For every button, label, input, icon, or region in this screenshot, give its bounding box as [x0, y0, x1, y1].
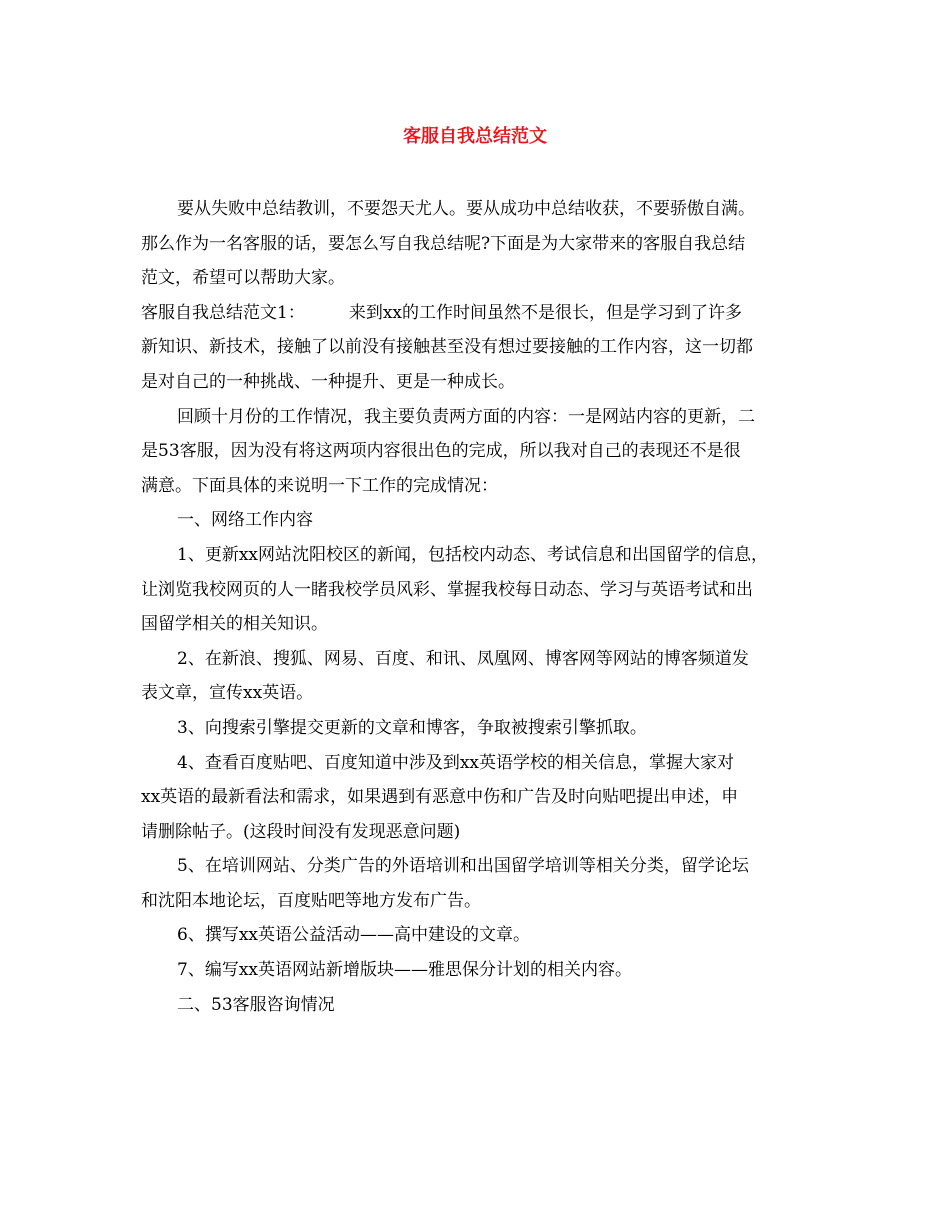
list-item-line: xx英语的最新看法和需求，如果遇到有恶意中伤和广告及时向贴吧提出申述，申: [141, 787, 739, 808]
paragraph-line: 是53客服，因为没有将这两项内容很出色的完成，所以我对自己的表现还不是很: [141, 441, 741, 462]
section-heading: 二、53客服咨询情况: [177, 994, 335, 1015]
list-item-line: 让浏览我校网页的人一睹我校学员风彩、掌握我校每日动态、学习与英语考试和出: [141, 579, 753, 600]
paragraph-line: 那么作为一名客服的话，要怎么写自我总结呢?下面是为大家带来的客服自我总结: [141, 233, 746, 254]
list-item-line: 表文章，宣传xx英语。: [141, 683, 314, 704]
list-item-line: 6、撰写xx英语公益活动——高中建设的文章。: [177, 925, 530, 946]
paragraph-line: 是对自己的一种挑战、一种提升、更是一种成长。: [141, 371, 515, 392]
list-item-line: 4、查看百度贴吧、百度知道中涉及到xx英语学校的相关信息，掌握大家对: [177, 752, 734, 773]
paragraph-line: 范文，希望可以帮助大家。: [141, 268, 345, 289]
paragraph-line: 要从失败中总结教训，不要怨天尤人。要从成功中总结收获，不要骄傲自满。: [177, 199, 755, 219]
list-item-line: 国留学相关的相关知识。: [141, 614, 328, 635]
list-item-line: 请删除帖子。(这段时间没有发现恶意问题): [141, 821, 461, 842]
section-heading: 一、网络工作内容: [177, 510, 313, 531]
paragraph-line: [141, 296, 811, 331]
list-item-line: 和沈阳本地论坛，百度贴吧等地方发布广告。: [141, 890, 481, 911]
paragraph-line: 满意。下面具体的来说明一下工作的完成情况：: [141, 475, 498, 496]
paragraph-text: 来到xx的工作时间虽然不是很长，但是学习到了许多: [348, 302, 743, 323]
paragraph-line: 回顾十月份的工作情况，我主要负责两方面的内容：一是网站内容的更新，二: [177, 406, 755, 427]
paragraph-line: 新知识、新技术，接触了以前没有接触甚至没有想过要接触的工作内容，这一切都: [141, 337, 753, 358]
list-item-line: 3、向搜索引擎提交更新的文章和博客，争取被搜索引擎抓取。: [177, 717, 647, 738]
document-body: [141, 192, 811, 1022]
document-title: 客服自我总结范文: [403, 126, 547, 147]
list-item-line: 1、更新xx网站沈阳校区的新闻，包括校内动态、考试信息和出国留学的信息，: [177, 544, 768, 565]
list-item-line: 5、在培训网站、分类广告的外语培训和出国留学培训等相关分类，留学论坛: [177, 856, 749, 877]
section-heading-text: 客服自我总结范文1：: [141, 302, 305, 323]
list-item-line: 7、编写xx英语网站新增版块——雅思保分计划的相关内容。: [177, 960, 632, 981]
list-item-line: 2、在新浪、搜狐、网易、百度、和讯、凤凰网、博客网等网站的博客频道发: [177, 648, 749, 669]
